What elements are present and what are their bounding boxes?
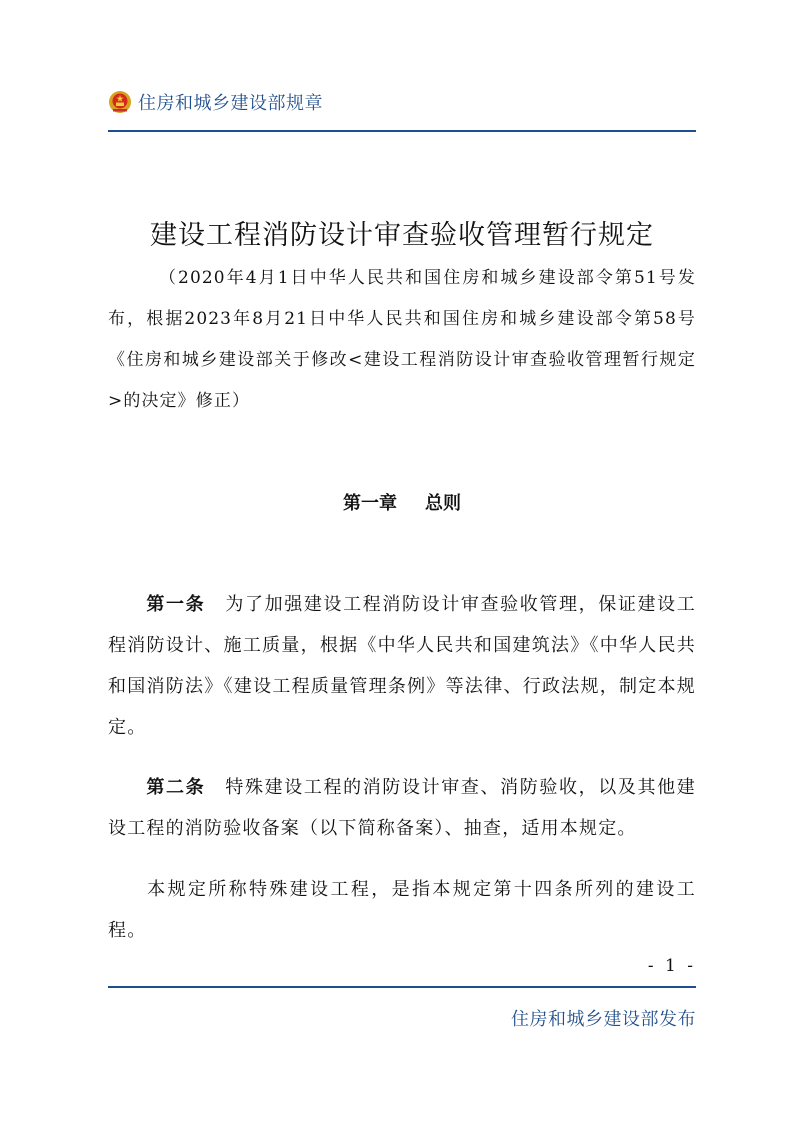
article-number: 第一条 xyxy=(146,594,206,615)
header-title: 住房和城乡建设部规章 xyxy=(138,93,323,114)
chapter-heading xyxy=(108,486,696,522)
national-emblem-icon xyxy=(108,90,132,114)
article-text: 特殊建设工程的消防设计审查、消防验收，以及其他建设工程的消防验收备案（以下简称备案）、抽查，适用本规定。 xyxy=(108,777,696,839)
paragraph-text: 本规定所称特殊建设工程，是指本规定第十四条所列的建设工程。 xyxy=(108,879,696,941)
article-paragraph xyxy=(108,584,696,748)
body-paragraph xyxy=(108,869,696,951)
footer-publisher: 住房和城乡建设部发布 xyxy=(511,1009,696,1030)
document-subtitle xyxy=(108,258,696,422)
header-divider xyxy=(108,130,696,132)
article-text: 为了加强建设工程消防设计审查验收管理，保证建设工程消防设计、施工质量，根据《中华人民共和国建筑法》《中华人民共和国消防法》《建设工程质量管理条例》等法律、行政法规，制定本规定。 xyxy=(108,594,696,738)
footer-divider xyxy=(108,986,696,988)
chapter-name: 总则 xyxy=(425,493,461,514)
page-header xyxy=(108,84,696,120)
article-paragraph xyxy=(108,767,696,849)
article-number: 第二条 xyxy=(146,777,206,798)
chapter-number: 第一章 xyxy=(343,493,397,514)
document-title: 建设工程消防设计审查验收管理暂行规定 xyxy=(150,220,654,251)
subtitle-text: （2020年4月1日中华人民共和国住房和城乡建设部令第51号发布，根据2023年8月21日中华人民共和国住房和城乡建设部令第58号《住房和城乡建设部关于修改<建设工程消防设计审查验收管理暂行规定>的决定》修正） xyxy=(108,268,696,411)
page-number: - 1 - xyxy=(647,956,696,976)
